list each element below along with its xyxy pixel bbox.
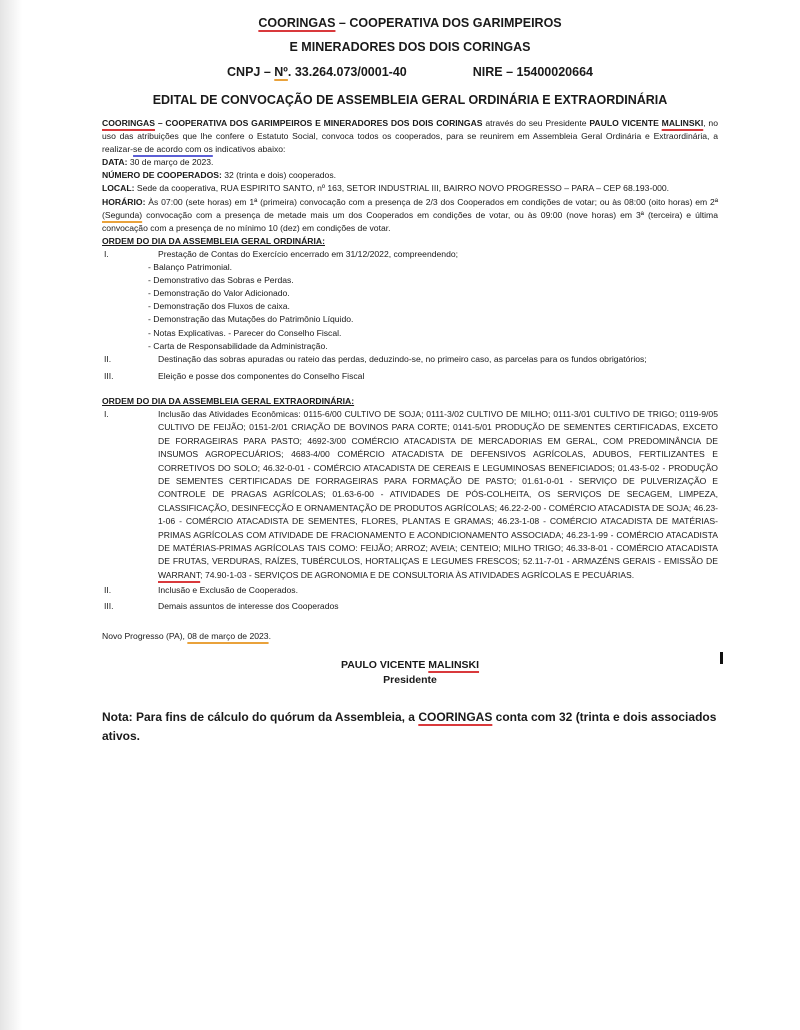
list-item: - Demonstrativo das Sobras e Perdas. [148,275,294,286]
header-line-2: E MINERADORES DOS DOIS CORINGAS [289,40,531,54]
extraordinaria-item-2: II. Inclusão e Exclusão de Cooperados. [104,585,298,596]
list-item: - Notas Explicativas. - Parecer do Conselho Fiscal. [148,327,342,338]
numero-cooperados-line: NÚMERO DE COOPERADOS: 32 (trinta e dois) cooperados. [102,170,337,181]
ordinaria-item-3: III. Eleição e posse dos componentes do Conselho Fiscal [104,370,365,381]
list-item: - Demonstração do Valor Adicionado. [148,288,290,299]
header-registry-line [102,63,718,81]
edital-document [102,10,718,746]
extraordinaria-item-1: I. Inclusão das Atividades Econômicas: 0115-6/00 CULTIVO DE SOJA; 0111-3/02 CULTIVO DE MILHO; 0111-3/01 CULTIVO DE TRIGO; 0119-9/05 CULTIVO DE FEIJÃO; 0151-2/01 CRIAÇÃO DE BOVINOS PARA CORTE; 0141-5/01 PRODUÇÃO DE SEMENTES CERTIFICADAS, EXCETO DE FORRAGEIRAS PARA PASTO; 4692-3/00 COMÉRCIO ATACADISTA DE MERCADORIAS EM GERAL, COM PREDOMINÂNCIA DE INSUMOS AGROPECUÁRIOS; 4683-4/00 COMÉRCIO ATACADISTA DE DEFENSIVOS AGRÍCOLAS, ADUBOS, FERTILIZANTES E CORRETIVOS DO SOLO; 46.32-0-01 - COMÉRCIO ATACADISTA DE CEREAIS E LEGUMINOSAS BENEFICIADOS; 01.43-5-02 - PRODUÇÃO DE SEMENTES CERTIFICADAS DE FORRAGEIRAS PARA FORMAÇÃO DE PASTO; 01.61-0-01 - SERVIÇO DE PULVERIZAÇÃO E CONTROLE DE PRAGAS AGRÍCOLAS; 01.63-6-00 - ATIVIDADES DE PÓS-COLHEITA, OS SERVIÇOS DE SECAGEM, LIMPEZA, CLASSIFICAÇÃO, DESINFECÇÃO E ORNAMENTAÇÃO DE PRODUTOS AGRÍCOLAS; 46.22-2-00 - COMÉRCIO ATACADISTA DE SOJA; 46.23-1-06 - COMÉRCIO ATACADISTA DE SEMENTES, FLORES, PLANTAS E GRAMAS; 46.23-1-08 - COMÉRCIO ATACADISTA DE MATÉRIAS-PRIMAS AGRÍCOLAS COM ATIVIDADE DE FRACIONAMENTO E ACONDICIONAMENTO ASSOCIADA; 46.23-1-99 - COMÉRCIO ATACADISTA DE MATÉRIAS-PRIMAS AGRÍCOLAS TAIS COMO: FEIJÃO; ARROZ; AVEIA; CENTEIO; MILHO TRIGO; 46.33-8-01 - COMÉRCIO ATACADISTA DE FRUTAS, VERDURAS, RAÍZES, TUBÉRCULOS, HORTALIÇAS E LEGUMES FRESCOS; 52.11-7-01 - ARMAZÉNS GERAIS - EMISSÃO DE WARRANT; 74.90-1-03 - SERVIÇOS DE AGRONOMIA E DE CONSULTORIA ÀS ATIVIDADES AGRÍCOLAS E PECUÁRIAS. [104,408,718,580]
ordinaria-title: ORDEM DO DIA DA ASSEMBLEIA GERAL ORDINÁRIA: [102,235,325,246]
cnpj: CNPJ – Nº. 33.264.073/0001-40 [227,65,407,79]
horario-paragraph: HORÁRIO: Às 07:00 (sete horas) em 1ª (primeira) convocação com a presença de 2/3 dos Cooperados em condições de votar; ou às 08:00 (oito horas) em 2ª (Segunda) convocação com a presença de metade mais um dos Cooperados em condições de votar, ou às 09:00 (nove horas) em 3ª (terceira) e última convocação com a presença de no mínimo 10 (dez) em condições de votar. [102,196,718,233]
signature-block [102,658,718,688]
signature-name: PAULO VICENTE MALINSKI [340,658,480,671]
document-title: EDITAL DE CONVOCAÇÃO DE ASSEMBLEIA GERAL ORDINÁRIA E EXTRAORDINÁRIA [152,93,668,107]
intro-paragraph: COORINGAS – COOPERATIVA DOS GARIMPEIROS E MINERADORES DOS DOIS CORINGAS através do seu Presidente PAULO VICENTE MALINSKI, no uso das atribuições que lhe confere o Estatuto Social, convoca todos os cooperados, para se reunirem em Assembleia Geral Ordinária e Extraordinária, a realizar-se de acordo com os indicativos abaixo: [102,118,718,155]
coop-short-name: COORINGAS [258,16,336,30]
date-line: Novo Progresso (PA), 08 de março de 2023. [102,631,271,642]
ordinaria-item-1: I. Prestação de Contas do Exercício encerrado em 31/12/2022, compreendendo; [104,248,459,259]
data-line: DATA: 30 de março de 2023. [102,157,214,168]
warrant-term: WARRANT [158,569,201,580]
nire: NIRE – 15400020664 [472,65,593,79]
header-line-1: COORINGAS – COOPERATIVA DOS GARIMPEIROS [258,16,562,30]
list-item: - Carta de Responsabilidade da Administração. [148,340,328,351]
text-cursor [720,652,723,664]
nota-paragraph: Nota: Para fins de cálculo do quórum da Assembleia, a COORINGAS conta com 32 (trinta e dois associados ativos. [102,709,717,743]
signature-role: Presidente [383,673,437,686]
list-item: - Demonstração dos Fluxos de caixa. [148,301,290,312]
list-item: - Demonstração das Mutações do Patrimônio Líquido. [148,314,354,325]
list-item: - Balanço Patrimonial. [148,262,233,273]
ordinaria-subitems [102,261,718,353]
extraordinaria-item-3: III. Demais assuntos de interesse dos Cooperados [104,601,339,612]
document-body [102,117,718,644]
page-edge-shadow [0,0,22,1030]
local-line: LOCAL: Sede da cooperativa, RUA ESPIRITO SANTO, nº 163, SETOR INDUSTRIAL III, BAIRRO NOVO PROGRESSO – PARA – CEP 68.193-000. [102,183,670,194]
ordinaria-item-2: II. Destinação das sobras apuradas ou rateio das perdas, deduzindo-se, no primeiro caso, as parcelas para os fundos obrigatórios; [104,353,647,364]
extraordinaria-title: ORDEM DO DIA DA ASSEMBLEIA GERAL EXTRAORDINÁRIA: [102,395,355,406]
